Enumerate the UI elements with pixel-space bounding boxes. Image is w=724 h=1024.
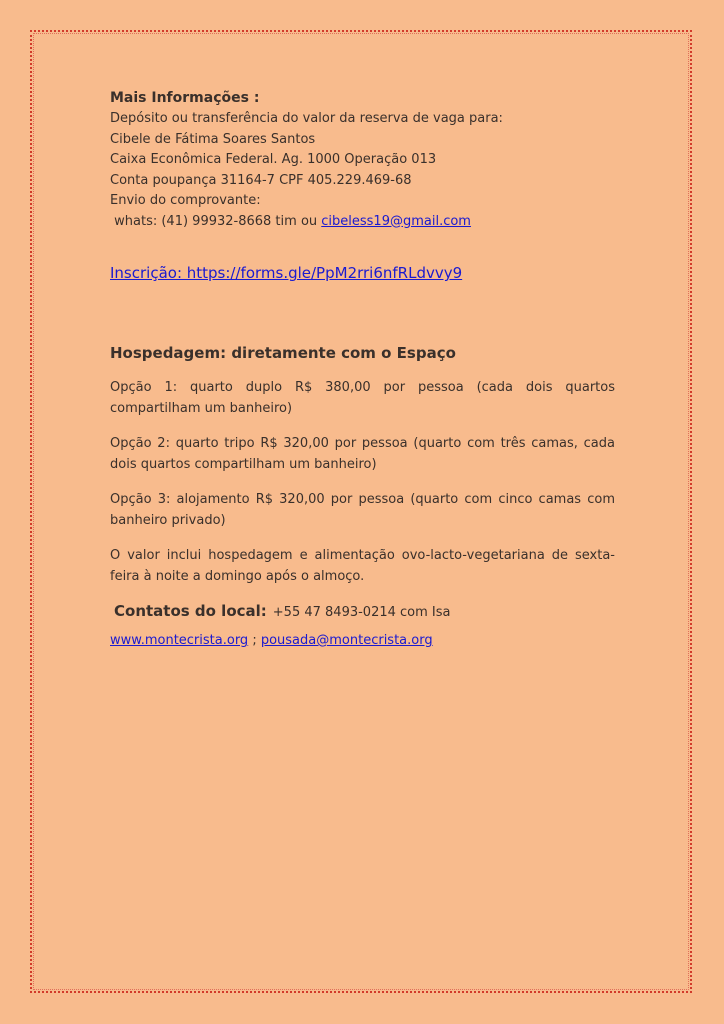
links-separator: ; — [248, 633, 261, 648]
info-account-line: Conta poupança 31164-7 CPF 405.229.469-68 — [110, 172, 412, 188]
info-receipt-line: Envio do comprovante: — [110, 193, 261, 208]
info-heading: Mais Informações : — [110, 90, 260, 106]
inscricao-link[interactable]: Inscrição: https://forms.gle/PpM2rri6nfRLdvvy9 — [110, 264, 463, 282]
pousada-email-link[interactable]: pousada@montecrista.org — [260, 633, 433, 648]
info-name-line: Cibele de Fátima Soares Santos — [110, 131, 316, 147]
contatos-phone: +55 47 8493-0214 com Isa — [272, 605, 451, 620]
whats-text: whats: (41) 99932-8668 tim ou — [110, 213, 322, 229]
hospedagem-heading: Hospedagem: diretamente com o Espaço — [110, 344, 456, 362]
valor-paragraph: O valor inclui hospedagem e alimentação ovo-lacto-vegetariana de sexta-feira à noite a domingo após o almoço. — [110, 548, 615, 584]
contatos-label: Contatos do local: — [114, 602, 267, 620]
contatos-line — [110, 602, 615, 620]
info-bank-line: Caixa Econômica Federal. Ag. 1000 Operação 013 — [110, 152, 437, 167]
opcao-3: Opção 3: alojamento R$ 320,00 por pessoa (quarto com cinco camas com banheiro privado) — [110, 492, 615, 528]
opcao-2: Opção 2: quarto tripo R$ 320,00 por pessoa (quarto com três camas, cada dois quartos compartilham um banheiro) — [110, 436, 615, 472]
email-link[interactable]: cibeless19@gmail.com — [321, 213, 471, 229]
site-link[interactable]: www.montecrista.org — [110, 633, 249, 648]
info-deposit-line: Depósito ou transferência do valor da reserva de vaga para: — [110, 111, 503, 126]
info-contact-line — [110, 212, 615, 233]
document-content — [110, 90, 615, 661]
opcao-1: Opção 1: quarto duplo R$ 380,00 por pessoa (cada dois quartos compartilham um banheiro) — [110, 380, 615, 416]
links-line — [110, 633, 615, 648]
